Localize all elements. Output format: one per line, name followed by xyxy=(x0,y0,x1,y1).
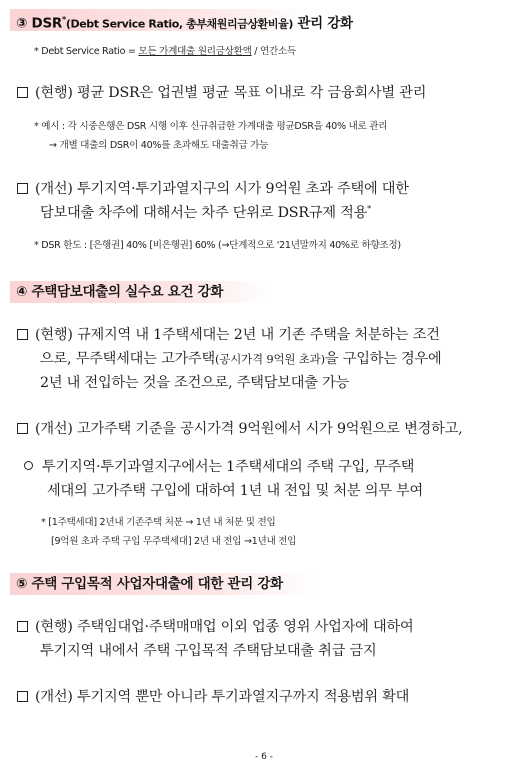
s3-new-item-line2 xyxy=(40,202,371,222)
section-5-title: 주택 구입목적 사업자대출에 대한 관리 강화 xyxy=(31,576,283,592)
checkbox-square-icon xyxy=(17,621,28,632)
section-3-sup: * xyxy=(61,15,66,24)
s5-new-line1 xyxy=(17,686,409,706)
dsr-note-underlined: 모든 가계대출 원리금상환액 xyxy=(138,46,252,57)
s3-new-text-2: 담보대출 차주에 대해서는 차주 단위로 DSR규제 적용 xyxy=(40,205,368,221)
checkbox-square-icon xyxy=(17,87,28,98)
s4-new-sub-line2: 세대의 고가주택 구입에 대하여 1년 내 전입 및 처분 의무 부여 xyxy=(47,483,424,499)
section-3-dsr: DSR xyxy=(31,15,62,32)
s4-current-text-1: (현행) 규제지역 내 1주택세대는 2년 내 기존 주택을 처분하는 조건 xyxy=(35,327,440,343)
checkbox-square-icon xyxy=(17,183,28,194)
s4-current-line2 xyxy=(40,348,442,368)
s3-current-item xyxy=(17,82,426,102)
section-3-title-tail: 관리 강화 xyxy=(297,15,353,32)
s4-current-text-2a: 으로, 무주택세대는 고가주택 xyxy=(40,351,215,367)
circle-bullet-icon xyxy=(24,461,33,470)
section-4-title: 주택담보대출의 실수요 요건 강화 xyxy=(31,284,224,300)
s3-current-text: (현행) 평균 DSR은 업권별 평균 목표 이내로 각 금융회사별 관리 xyxy=(35,85,427,101)
dsr-definition-note xyxy=(34,43,296,57)
checkbox-square-icon xyxy=(17,329,28,340)
s4-current-line3: 2년 내 전입하는 것을 조건으로, 주택담보대출 가능 xyxy=(40,375,350,391)
section-3-header xyxy=(10,9,353,32)
s5-current-line2: 투기지역 내에서 주택 구입목적 주택담보대출 취급 금지 xyxy=(40,643,377,659)
s4-current-line1 xyxy=(17,324,440,344)
s4-new-sub-text-1: 투기지역·투기과열지구에서는 1주택세대의 주택 구입, 무주택 xyxy=(42,459,415,475)
dsr-note-post: / 연간소득 xyxy=(254,46,296,57)
s5-new-text-1: (개선) 투기지역 뿐만 아니라 투기과열지구까지 적용범위 확대 xyxy=(35,689,410,705)
s3-new-item-line1 xyxy=(17,178,409,198)
section-5-header xyxy=(10,573,316,595)
s3-new-text-1: (개선) 투기지역·투기과열지구의 시가 9억원 초과 주택에 대한 xyxy=(35,181,409,197)
s4-current-paren: (공시가격 9억원 초과) xyxy=(215,352,325,366)
s3-current-example-2: → 개별 대출의 DSR이 40%를 초과해도 대출취급 가능 xyxy=(49,140,269,151)
s4-current-text-2b: 을 구입하는 경우에 xyxy=(324,351,442,367)
section-3-number: ③ xyxy=(16,15,28,32)
dsr-limit-note: * DSR 한도 : [은행권] 40% [비은행권] 60% (→단계적으로 '21년말까지 40%로 하향조정) xyxy=(34,240,401,251)
s5-current-line1 xyxy=(17,616,413,636)
section-4-number: ④ xyxy=(16,284,28,300)
section-3-paren: (Debt Service Ratio, 총부채원리금상환비율) xyxy=(65,17,293,31)
s4-new-text-1: (개선) 고가주택 기준을 공시가격 9억원에서 시가 9억원으로 변경하고, xyxy=(35,421,463,437)
s4-new-line1 xyxy=(17,418,462,438)
s4-new-sub-line1 xyxy=(24,456,414,476)
s3-current-example-1: * 예시 : 각 시중은행은 DSR 시행 이후 신규취급한 가계대출 평균DSR을 40% 내로 관리 xyxy=(34,121,388,132)
section-5-number: ⑤ xyxy=(16,576,28,592)
checkbox-square-icon xyxy=(17,691,28,702)
s4-note-2: [9억원 초과 주택 구입 무주택세대] 2년 내 전입 →1년내 전입 xyxy=(51,536,297,547)
s4-note-1: * [1주택세대] 2년내 기존주택 처분 → 1년 내 처분 및 전입 xyxy=(41,517,276,528)
section-4-header xyxy=(10,281,272,303)
s3-new-sup: * xyxy=(367,204,371,214)
s5-current-text-1: (현행) 주택임대업·주택매매업 이외 업종 영위 사업자에 대하여 xyxy=(35,619,414,635)
dsr-note-pre: * Debt Service Ratio = xyxy=(34,46,136,57)
checkbox-square-icon xyxy=(17,423,28,434)
page-number: - 6 - xyxy=(255,752,273,762)
